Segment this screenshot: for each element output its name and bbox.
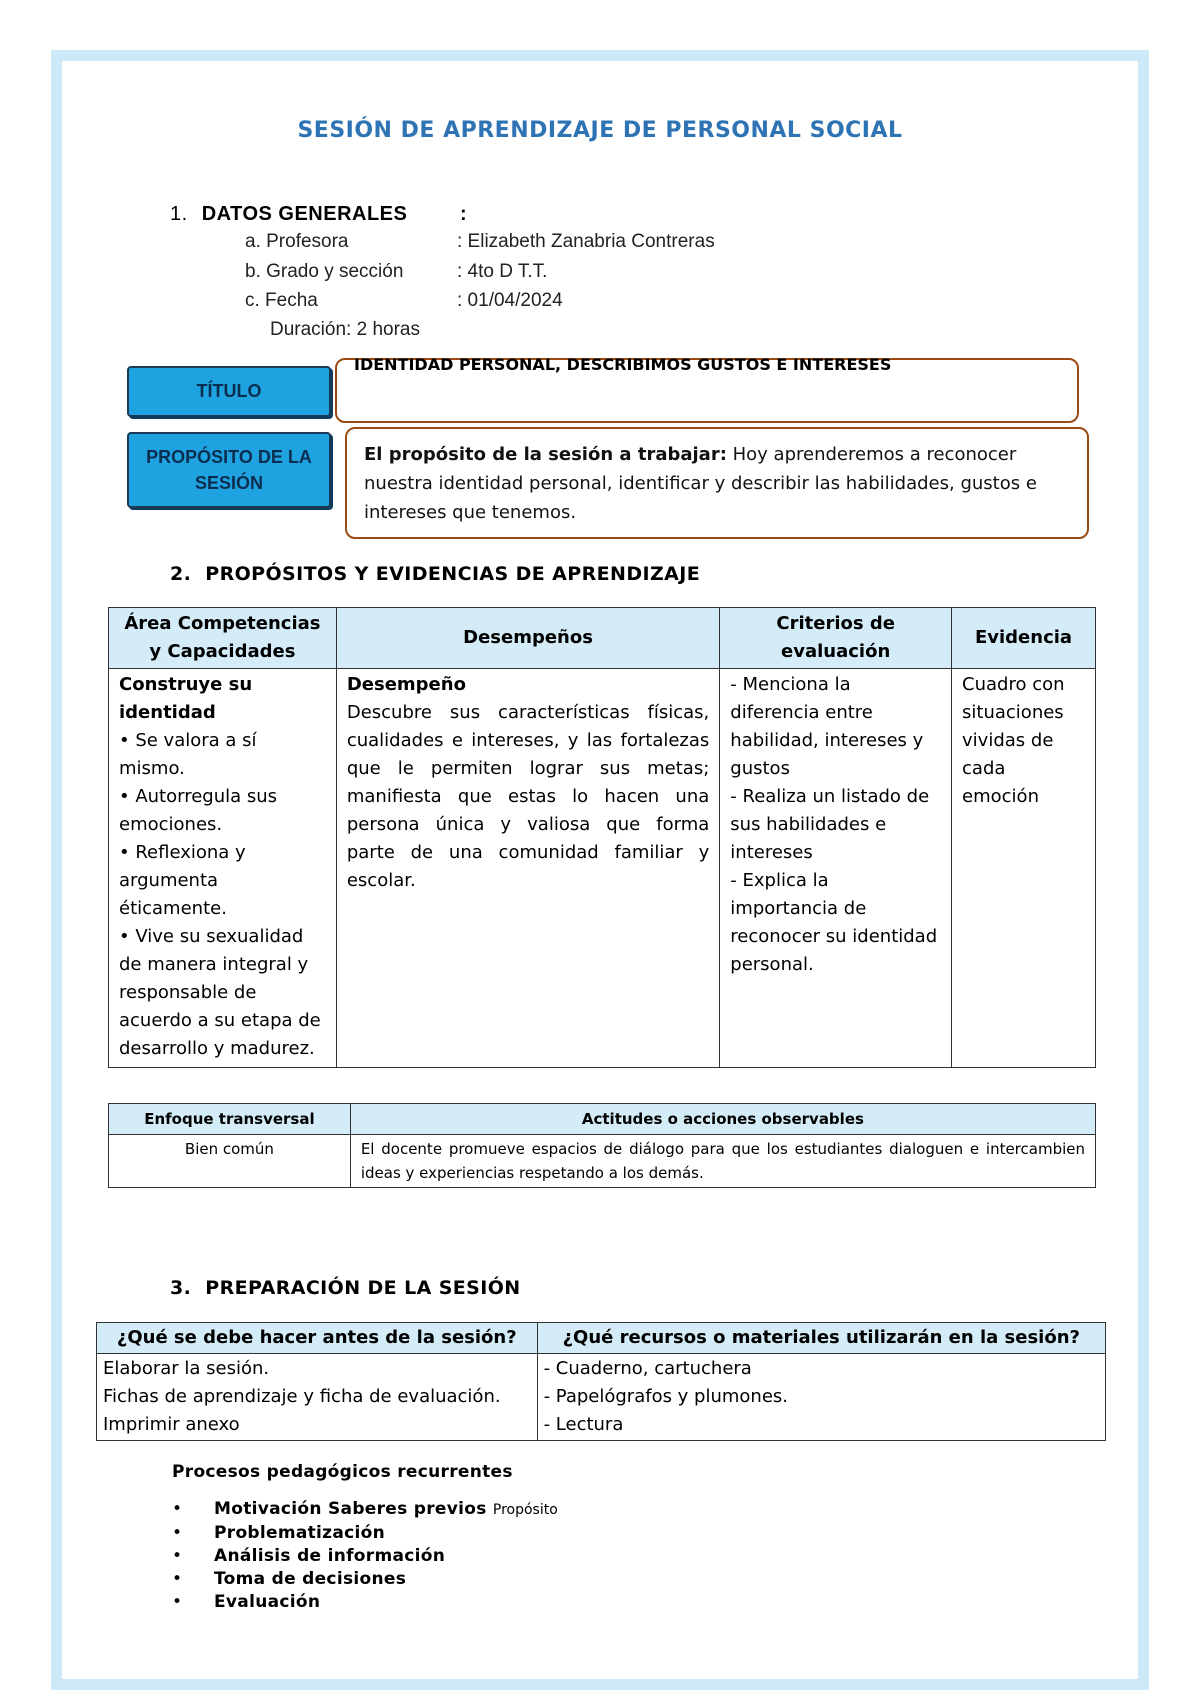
criterio-item: - Menciona la diferencia entre habilidad, intereses y gustos <box>730 674 924 779</box>
table-header-row <box>109 608 1096 669</box>
datos-generales-heading <box>170 203 468 226</box>
column-header: Área Competencias y Capacidades <box>109 608 337 669</box>
section-2-heading: 2. PROPÓSITOS Y EVIDENCIAS DE APRENDIZAJE <box>170 563 701 585</box>
section-number: 1. <box>170 203 188 225</box>
evidencias-table <box>108 607 1096 1068</box>
titulo-label: TÍTULO <box>127 366 331 417</box>
proposito-body: Hoy aprenderemos a reconocer nuestra identidad personal, identificar y describir las habilidades, gustos e intereses que tenemos. <box>364 444 1037 523</box>
proceso-label: Evaluación <box>214 1592 321 1612</box>
competencia-cell <box>109 669 337 1068</box>
section-3-heading: 3. PREPARACIÓN DE LA SESIÓN <box>170 1277 521 1299</box>
desempeno-text: Descubre sus características físicas, cualidades e intereses, y las fortalezas que le permiten lograr sus metas; manifiesta que estas lo hacen una persona única y valiosa que forma parte de una comunidad familiar y escolar. <box>346 702 710 891</box>
list-item: - Papelógrafos y plumones. <box>543 1386 789 1407</box>
datos-value: : 4to D T.T. <box>457 261 548 282</box>
enfoque-name: Bien común <box>109 1135 351 1188</box>
column-header: Actitudes o acciones observables <box>350 1104 1095 1135</box>
list-item: Elaborar la sesión. <box>103 1358 270 1379</box>
proceso-label: Motivación Saberes previos <box>214 1499 487 1519</box>
capacidad-item: • Reflexiona y argumenta éticamente. <box>119 842 246 919</box>
table-row <box>97 1354 1106 1441</box>
procesos-title: Procesos pedagógicos recurrentes <box>172 1462 513 1482</box>
list-item <box>172 1591 558 1614</box>
page-title: SESIÓN DE APRENDIZAJE DE PERSONAL SOCIAL <box>297 118 903 143</box>
bullet-icon: • <box>172 1592 183 1612</box>
capacidad-item: • Vive su sexualidad de manera integral y responsable de acuerdo a su etapa de desarrollo y madurez. <box>119 926 321 1059</box>
criterio-item: - Realiza un listado de sus habilidades e intereses <box>730 786 930 863</box>
datos-label: b. Grado y sección <box>245 261 404 282</box>
capacidad-item: • Autorregula sus emociones. <box>119 786 278 835</box>
list-item: Fichas de aprendizaje y ficha de evaluación. <box>103 1386 501 1407</box>
list-item <box>172 1545 558 1568</box>
list-item <box>172 1568 558 1591</box>
datos-label: c. Fecha <box>245 290 318 311</box>
list-item: - Lectura <box>543 1414 624 1435</box>
list-item: Imprimir anexo <box>103 1414 240 1435</box>
enfoque-table <box>108 1103 1096 1188</box>
datos-value: : Elizabeth Zanabria Contreras <box>457 231 715 252</box>
column-header: ¿Qué se debe hacer antes de la sesión? <box>97 1323 538 1354</box>
criterio-item: - Explica la importancia de reconocer su identidad personal. <box>730 870 938 975</box>
proposito-label-text: PROPÓSITO DE LA SESIÓN <box>146 447 312 493</box>
bullet-icon: • <box>172 1569 183 1589</box>
list-item: - Cuaderno, cartuchera <box>543 1358 752 1379</box>
procesos-list <box>172 1498 558 1614</box>
table-header-row <box>97 1323 1106 1354</box>
column-header: Criterios de evaluación <box>720 608 952 669</box>
section-heading: DATOS GENERALES <box>201 203 408 225</box>
datos-label: a. Profesora <box>245 231 349 252</box>
desempeno-title: Desempeño <box>346 674 466 695</box>
proceso-label: Análisis de información <box>214 1546 446 1566</box>
recursos-cell <box>537 1354 1105 1441</box>
enfoque-text: El docente promueve espacios de diálogo para que los estudiantes dialoguen e intercambien ideas y experiencias respetando a los demás. <box>350 1135 1095 1188</box>
table-header-row <box>109 1104 1096 1135</box>
bullet-icon: • <box>172 1523 183 1543</box>
proceso-label: Problematización <box>214 1523 386 1543</box>
proposito-label <box>127 432 331 508</box>
table-row <box>109 669 1096 1068</box>
titulo-text: IDENTIDAD PERSONAL, DESCRIBIMOS GUSTOS E INTERESES <box>354 355 892 374</box>
column-header: Evidencia <box>952 608 1096 669</box>
capacidad-item: • Se valora a sí mismo. <box>119 730 257 779</box>
table-row <box>109 1135 1096 1188</box>
preparacion-table <box>96 1322 1106 1441</box>
column-header: ¿Qué recursos o materiales utilizarán en la sesión? <box>537 1323 1105 1354</box>
competencia-title: Construye su identidad <box>119 674 253 723</box>
bullet-icon: • <box>172 1546 183 1566</box>
evidencia-cell: Cuadro con situaciones vividas de cada emoción <box>952 669 1096 1068</box>
datos-value: : 01/04/2024 <box>457 290 563 311</box>
criterios-cell <box>720 669 952 1068</box>
proposito-text <box>364 440 1064 527</box>
antes-cell <box>97 1354 538 1441</box>
bullet-icon: • <box>172 1499 183 1519</box>
desempeno-cell <box>336 669 719 1068</box>
proposito-lead: El propósito de la sesión a trabajar: <box>364 444 727 465</box>
proceso-small: Propósito <box>492 1502 558 1518</box>
column-header: Enfoque transversal <box>109 1104 351 1135</box>
list-item <box>172 1522 558 1545</box>
list-item <box>172 1498 558 1522</box>
duracion: Duración: 2 horas <box>270 319 420 340</box>
section-colon: : <box>460 203 468 225</box>
proceso-label: Toma de decisiones <box>214 1569 407 1589</box>
column-header: Desempeños <box>336 608 719 669</box>
